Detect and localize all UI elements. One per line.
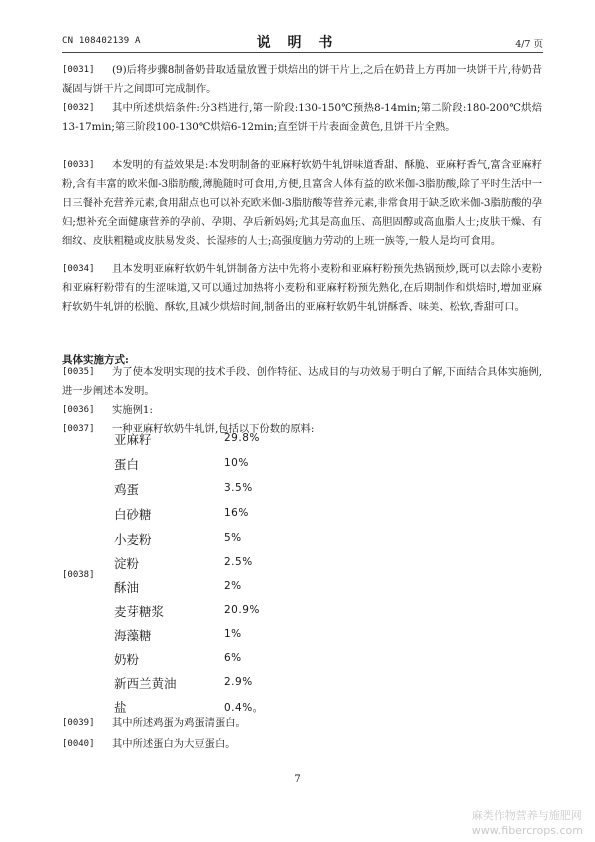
paragraph-text: 其中所述烘焙条件:分3档进行,第一阶段:130-150℃预热8-14min;第二阶段:180-200℃烘焙13-17min;第三阶段100-130℃烘焙6-12min;直至饼干片表面金黄色,且饼干片全熟。 xyxy=(62,102,542,133)
paragraph-text: 其中所述鸡蛋为鸡蛋清蛋白。 xyxy=(112,717,246,729)
ingredient-name: 盐 xyxy=(114,700,127,715)
ingredient-name: 白砂糖 xyxy=(114,507,152,522)
ingredient-value: 2% xyxy=(224,580,242,592)
paragraph-0032 xyxy=(62,99,542,137)
ingredient-value: 0.4%。 xyxy=(224,702,264,714)
doc-number: CN 108402139 A xyxy=(62,36,141,46)
ingredient-value: 29.8% xyxy=(224,432,260,444)
paragraph-number: [0032] xyxy=(62,103,95,113)
paragraph-number: [0040] xyxy=(62,739,95,749)
watermark xyxy=(472,808,583,838)
paragraph-text: 本发明的有益效果是:本发明制备的亚麻籽软奶牛轧饼味道香甜、酥脆、亚麻籽香气,富含亚麻籽粉,含有丰富的欧米伽-3脂肪酸,薄脆随时可食用,方便,且富含人体有益的欧米伽-3脂肪酸,除了平时生活中一日三餐补充营养元素,食用甜点也可以补充欧米伽-3脂肪酸等营养元素,非常食用于缺乏欧米伽-3脂肪酸的孕妇;想补充全面健康营养的孕前、孕期、孕后新妈妈;尤其是高血压、高胆固醇或高血脂人士;皮肤干燥、有细纹、皮肤粗糙或皮肤易发炎、长湿疹的人士;高强度脑力劳动的上班一族等,一般人是均可食用。 xyxy=(62,159,542,247)
paragraph-text: 为了使本发明实现的技术手段、创作特征、达成目的与功效易于明白了解,下面结合具体实施例,进一步阐述本发明。 xyxy=(62,366,542,397)
ingredient-name: 酥油 xyxy=(114,580,140,595)
ingredient-name: 小麦粉 xyxy=(114,532,152,547)
paragraph-text: 其中所述蛋白为大豆蛋白。 xyxy=(112,738,236,750)
paragraph-number: [0031] xyxy=(62,65,95,75)
ingredient-name: 麦芽糖浆 xyxy=(114,604,165,619)
ingredient-name: 鸡蛋 xyxy=(114,482,140,497)
page-indicator: 4/7 页 xyxy=(515,39,543,50)
ingredient-value: 20.9% xyxy=(224,604,260,616)
ingredient-value: 16% xyxy=(224,507,249,519)
paragraph-0035 xyxy=(62,363,542,401)
ingredient-value: 5% xyxy=(224,532,242,544)
paragraph-0039 xyxy=(62,714,542,733)
ingredient-value: 3.5% xyxy=(224,482,253,494)
ingredient-value: 2.5% xyxy=(224,556,253,568)
paragraph-text: 且本发明亚麻籽软奶牛轧饼制备方法中先将小麦粉和亚麻籽粉预先热锅预炒,既可以去除小麦粉和亚麻籽粉带有的生涩味道,又可以通过加热将小麦粉和亚麻籽粉预先熟化,在后期制作和烘焙时,增加亚麻籽软奶牛轧饼的松脆、酥软,且减少烘焙时间,制备出的亚麻籽软奶牛轧饼酥香、味美、松软,香甜可口。 xyxy=(62,263,542,313)
paragraph-number: [0039] xyxy=(62,718,95,728)
paragraph-0033 xyxy=(62,156,542,251)
paragraph-0031 xyxy=(62,61,542,99)
ingredient-name: 亚麻籽 xyxy=(114,432,152,447)
ingredient-value: 1% xyxy=(224,628,242,640)
watermark-line: www.fibercrops.com xyxy=(471,824,583,837)
watermark-line: 麻类作物营养与施肥网 xyxy=(471,809,582,822)
page-number: 7 xyxy=(294,774,301,785)
ingredient-name: 海藻糖 xyxy=(114,628,152,643)
paragraph-text: (9)后将步骤8制备奶昔取适量放置于烘焙出的饼干片上,之后在奶昔上方再加一块饼干片,待奶昔凝固与饼干片之间即可完成制作。 xyxy=(62,64,542,95)
paragraph-number-0038: [0038] xyxy=(62,570,95,580)
ingredient-value: 10% xyxy=(224,457,249,469)
ingredient-value: 2.9% xyxy=(224,676,253,688)
ingredient-name: 新西兰黄油 xyxy=(114,676,177,691)
doc-title: 说 明 书 xyxy=(256,35,339,51)
paragraph-number: [0036] xyxy=(62,405,95,415)
ingredient-name: 奶粉 xyxy=(114,652,140,667)
paragraph-number: [0037] xyxy=(62,424,95,434)
paragraph-number: [0033] xyxy=(62,160,95,170)
paragraph-text: 实施例1: xyxy=(112,404,153,416)
header-divider xyxy=(62,52,543,53)
paragraph-number: [0034] xyxy=(62,264,95,274)
ingredient-name: 淀粉 xyxy=(114,556,140,571)
paragraph-0034 xyxy=(62,260,542,317)
ingredient-name: 蛋白 xyxy=(114,457,140,472)
paragraph-0036 xyxy=(62,401,542,420)
section-heading: 具体实施方式: xyxy=(62,354,129,366)
ingredient-value: 6% xyxy=(224,652,242,664)
paragraph-0040 xyxy=(62,735,542,754)
paragraph-number: [0035] xyxy=(62,367,95,377)
paragraph-text: 一种亚麻籽软奶牛轧饼,包括以下份数的原料: xyxy=(112,423,315,435)
